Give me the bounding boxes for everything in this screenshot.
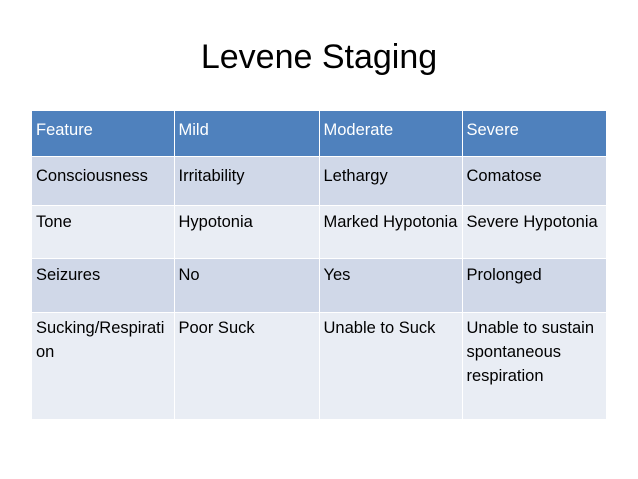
table-cell: Comatose (462, 156, 606, 205)
table-row (32, 205, 606, 258)
table-cell: Seizures (32, 258, 174, 312)
header-moderate: Moderate (319, 111, 462, 156)
table-row (32, 258, 606, 312)
table-row (32, 312, 606, 419)
slide-title: Levene Staging (200, 38, 438, 76)
table-cell: Hypotonia (174, 205, 319, 258)
table-cell: Marked Hypotonia (319, 205, 462, 258)
header-mild: Mild (174, 111, 319, 156)
table-cell: Tone (32, 205, 174, 258)
table-cell: Severe Hypotonia (462, 205, 606, 258)
header-feature: Feature (32, 111, 174, 156)
table-cell: Yes (319, 258, 462, 312)
table-cell: No (174, 258, 319, 312)
table-cell: Unable to Suck (319, 312, 462, 419)
table-cell: Sucking/Respiration (32, 312, 174, 419)
table-cell: Consciousness (32, 156, 174, 205)
table-cell: Prolonged (462, 258, 606, 312)
table-cell: Poor Suck (174, 312, 319, 419)
table-cell: Irritability (174, 156, 319, 205)
table-header-row (32, 111, 606, 156)
header-severe: Severe (462, 111, 606, 156)
table-row (32, 156, 606, 205)
table-cell: Unable to sustain spontaneous respiration (462, 312, 606, 419)
staging-table (32, 111, 606, 420)
table-cell: Lethargy (319, 156, 462, 205)
